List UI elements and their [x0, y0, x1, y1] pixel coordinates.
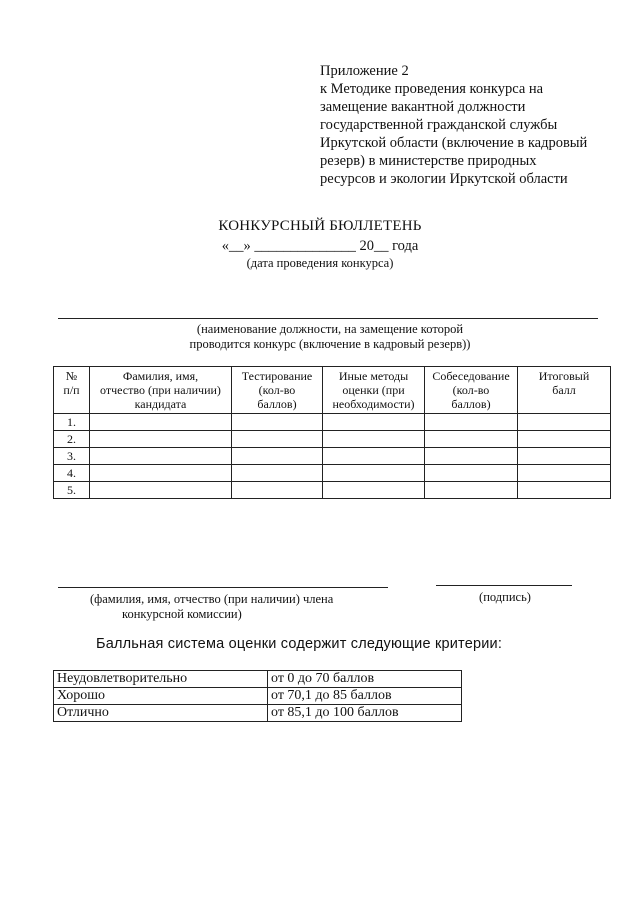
criteria-grade: Отлично: [54, 705, 268, 722]
header-other-methods: Иные методы оценки (при необходимости): [323, 367, 425, 414]
criteria-range: от 70,1 до 85 баллов: [268, 688, 462, 705]
position-caption-line: проводится конкурс (включение в кадровый резерв)): [189, 337, 471, 351]
ballot-date-caption: (дата проведения конкурса): [246, 256, 394, 270]
position-name-line: [58, 318, 598, 319]
table-row: [54, 431, 611, 448]
cell-testing: [232, 482, 323, 499]
ballot-table: [53, 366, 611, 499]
appendix-line: резерв) в министерстве природных: [320, 153, 537, 169]
member-caption-line: (фамилия, имя, отчество (при наличии) члена: [90, 592, 334, 606]
row-number: 5.: [54, 482, 90, 499]
row-number: 4.: [54, 465, 90, 482]
appendix-line: государственной гражданской службы: [320, 117, 558, 133]
appendix-line: ресурсов и экологии Иркутской области: [320, 171, 568, 187]
appendix-line: замещение вакантной должности: [320, 99, 526, 115]
cell-other-methods: [323, 465, 425, 482]
header-total-score: Итоговый балл: [518, 367, 611, 414]
row-number: 2.: [54, 431, 90, 448]
ballot-title: КОНКУРСНЫЙ БЮЛЛЕТЕНЬ: [218, 218, 422, 234]
cell-total-score: [518, 448, 611, 465]
criteria-grade: Хорошо: [54, 688, 268, 705]
member-name-line: [58, 587, 388, 588]
cell-other-methods: [323, 431, 425, 448]
cell-testing: [232, 414, 323, 431]
cell-testing: [232, 431, 323, 448]
position-caption-line: (наименование должности, на замещение которой: [196, 322, 464, 336]
header-candidate-name: Фамилия, имя, отчество (при наличии) кандидата: [90, 367, 232, 414]
ballot-date-line: «__» ______________ 20__ года: [221, 238, 419, 254]
table-row: [54, 482, 611, 499]
row-number: 3.: [54, 448, 90, 465]
table-row: [54, 414, 611, 431]
cell-interview: [425, 448, 518, 465]
header-interview: Собеседование (кол-во баллов): [425, 367, 518, 414]
member-caption-line: конкурсной комиссии): [122, 607, 242, 621]
table-row: [54, 705, 462, 722]
table-header-row: [54, 367, 611, 414]
appendix-line: Иркутской области (включение в кадровый: [320, 135, 588, 151]
cell-testing: [232, 448, 323, 465]
signature-caption: (подпись): [479, 590, 531, 604]
position-caption: [150, 322, 510, 352]
table-row: [54, 465, 611, 482]
cell-total-score: [518, 482, 611, 499]
cell-total-score: [518, 414, 611, 431]
cell-total-score: [518, 431, 611, 448]
table-row: [54, 671, 462, 688]
cell-other-methods: [323, 482, 425, 499]
cell-other-methods: [323, 414, 425, 431]
appendix-line: к Методике проведения конкурса на: [320, 81, 544, 97]
header-testing: Тестирование (кол-во баллов): [232, 367, 323, 414]
cell-candidate-name: [90, 465, 232, 482]
table-row: [54, 448, 611, 465]
criteria-range: от 85,1 до 100 баллов: [268, 705, 462, 722]
criteria-table: [53, 670, 462, 722]
cell-total-score: [518, 465, 611, 482]
criteria-intro: Балльная система оценки содержит следующие критерии:: [96, 636, 503, 652]
appendix-line: Приложение 2: [320, 63, 409, 79]
cell-candidate-name: [90, 431, 232, 448]
appendix-header: [320, 62, 620, 188]
header-number: № п/п: [54, 367, 90, 414]
cell-candidate-name: [90, 414, 232, 431]
signature-line: [436, 585, 572, 586]
member-name-caption: [60, 592, 380, 622]
criteria-range: от 0 до 70 баллов: [268, 671, 462, 688]
cell-interview: [425, 482, 518, 499]
cell-testing: [232, 465, 323, 482]
cell-interview: [425, 431, 518, 448]
criteria-grade: Неудовлетворительно: [54, 671, 268, 688]
row-number: 1.: [54, 414, 90, 431]
cell-interview: [425, 465, 518, 482]
table-row: [54, 688, 462, 705]
cell-candidate-name: [90, 448, 232, 465]
cell-other-methods: [323, 448, 425, 465]
cell-interview: [425, 414, 518, 431]
cell-candidate-name: [90, 482, 232, 499]
